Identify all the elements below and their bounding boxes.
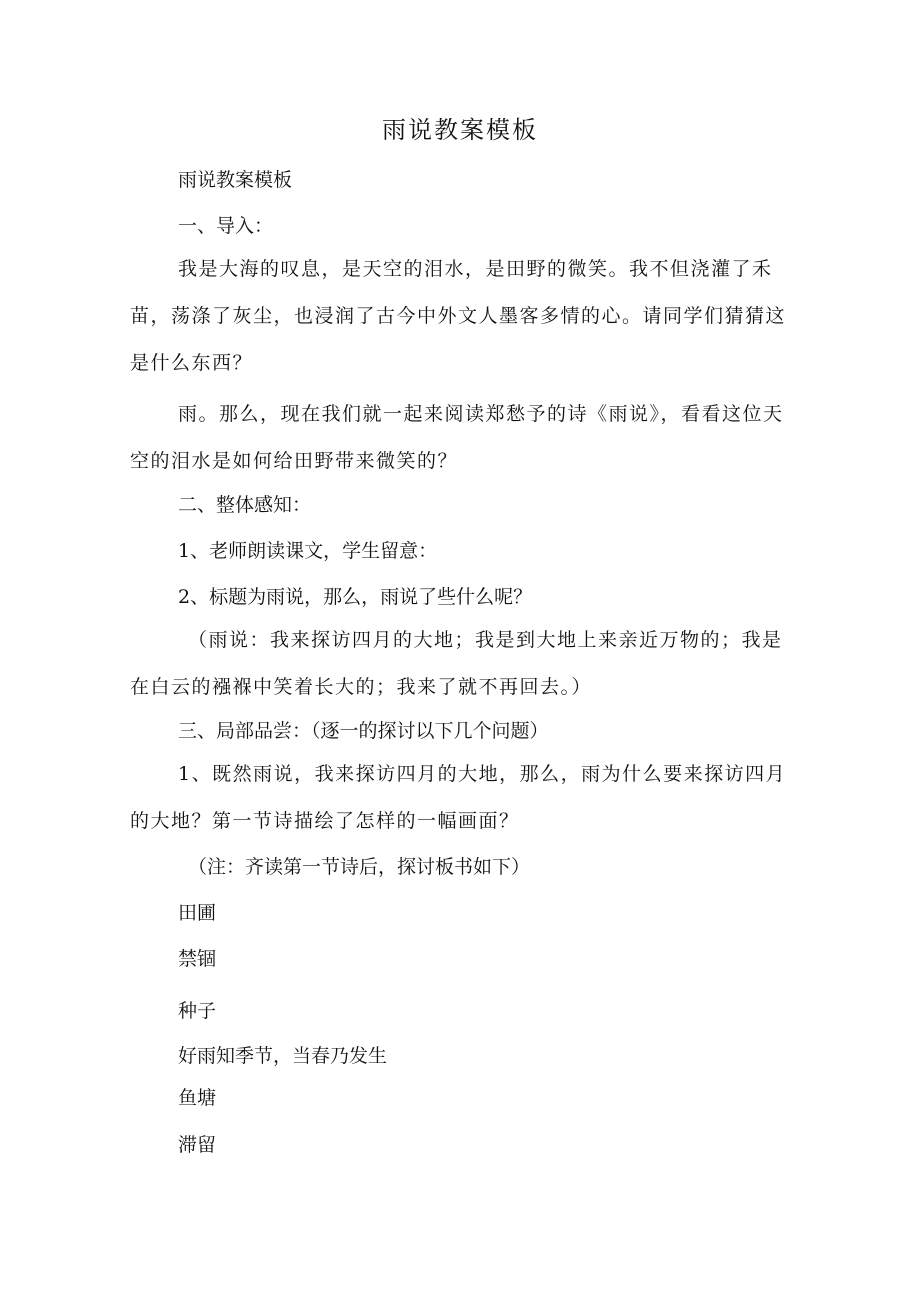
section-heading-overview: 二、整体感知： [178,494,312,516]
board-item: 禁锢 [178,948,217,970]
answer-paragraph: 雨。那么，现在我们就一起来阅读郑愁予的诗《雨说》，看看这位天空的泪水是如何给田野带来微笑的？ [130,403,784,472]
quote-paragraph: （雨说：我来探访四月的大地；我是到大地上来亲近万物的；我是在白云的襁褓中笑着长大的；我来了就不再回去。） [130,629,783,698]
list-item-question-one: 1、既然雨说，我来探访四月的大地，那么，雨为什么要来探访四月的大地？第一节诗描绘了怎样的一幅画面？ [130,763,787,832]
board-item: 鱼塘 [178,1087,217,1109]
intro-paragraph: 我是大海的叹息，是天空的泪水，是田野的微笑。我不但浇灌了禾苗，荡涤了灰尘，也浸润了古今中外文人墨客多情的心。请同学们猜猜这是什么东西？ [130,258,787,374]
board-item: 种子 [178,1000,217,1022]
section-heading-intro: 一、导入： [178,215,274,237]
list-item-read-aloud: 1、老师朗读课文，学生留意： [178,540,438,562]
page-title: 雨说教案模板 [382,116,538,144]
board-item: 滞留 [178,1134,217,1156]
board-item: 好雨知季节，当春乃发生 [178,1045,388,1067]
document-subtitle: 雨说教案模板 [178,169,293,191]
board-note: （注：齐读第一节诗后，探讨板书如下） [188,856,531,878]
section-heading-detail: 三、局部品尝：（逐一的探讨以下几个问题） [178,720,549,742]
board-item: 田圃 [178,902,217,924]
list-item-title-question: 2、标题为雨说，那么，雨说了些什么呢？ [178,586,533,608]
